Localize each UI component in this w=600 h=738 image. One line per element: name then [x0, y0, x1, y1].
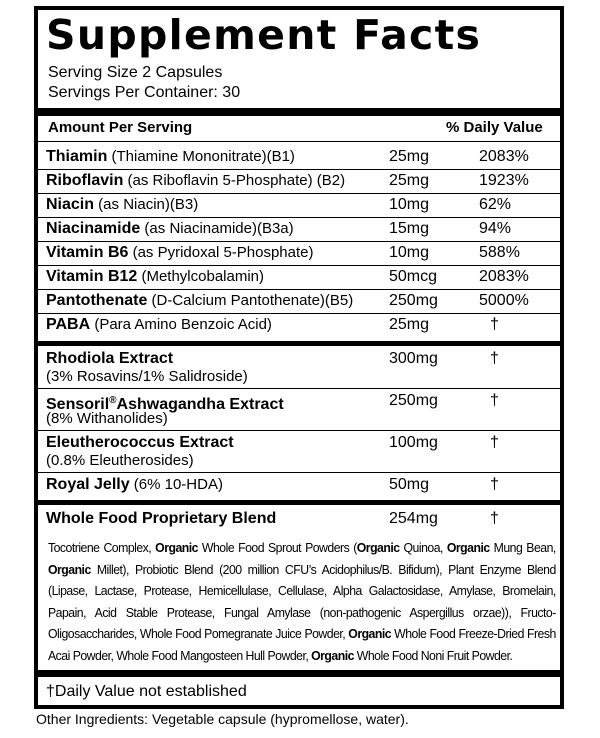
organic-label: Organic — [311, 647, 354, 663]
blend-daily-value: † — [490, 510, 499, 527]
ingredient-text: Quinoa, — [399, 540, 447, 555]
row-divider — [38, 217, 560, 218]
extract-name: Rhodiola Extract — [46, 350, 174, 367]
nutrient-amount: 25mg — [389, 316, 430, 333]
ingredient-text: Tocotriene Complex, — [48, 540, 156, 555]
nutrient-name: Niacin (as Niacin)(B3) — [46, 196, 199, 213]
nutrient-name: Niacinamide (as Niacinamide)(B3a) — [46, 220, 294, 237]
extract-amount: 100mg — [389, 434, 438, 451]
extract-amount: 300mg — [389, 350, 438, 367]
nutrient-amount: 25mg — [389, 172, 430, 189]
row-divider — [38, 265, 560, 266]
extract-standardization: (3% Rosavins/1% Salidroside) — [46, 368, 248, 385]
nutrient-name: Vitamin B6 (as Pyridoxal 5-Phosphate) — [46, 244, 314, 261]
nutrient-name: Riboflavin (as Riboflavin 5-Phosphate) (B2) — [46, 172, 346, 189]
amount-per-serving-header: Amount Per Serving — [48, 119, 193, 136]
servings-per-container: Servings Per Container: 30 — [48, 84, 241, 101]
nutrient-amount: 15mg — [389, 220, 430, 237]
nutrient-daily-value: 2083% — [479, 148, 529, 165]
organic-label: Organic — [356, 540, 400, 555]
extract-amount: 50mg — [389, 476, 430, 493]
vitamin-section-divider — [38, 341, 560, 346]
other-ingredients: Other Ingredients: Vegetable capsule (hypromellose, water). — [36, 711, 409, 727]
extract-name: Sensoril®Ashwagandha Extract — [46, 395, 284, 413]
ingredient-text: Millet), Probiotic Blend (200 million CFU’s Acidophilus/B. Bifidum), Plant Enzyme Blend (Lipase, Lactase, Protease, Hemicellulase, Cellulase, Alpha Galactosidase, Amylase, Bromelain, Papain, Acid Stable Protease, Fungal Amylase (non-pathogenic Aspergillus orzae)), Fructo-Oligosaccharides, Whole Food Pomegranate Juice Powder, — [48, 561, 556, 642]
nutrient-amount: 25mg — [389, 148, 430, 165]
nutrient-name: Thiamin (Thiamine Mononitrate)(B1) — [46, 148, 295, 165]
nutrient-daily-value: 5000% — [479, 292, 529, 309]
extract-daily-value: † — [490, 476, 499, 493]
row-divider — [38, 169, 560, 170]
row-divider — [38, 193, 560, 194]
nutrient-amount: 10mg — [389, 244, 430, 261]
nutrient-name: Pantothenate (D-Calcium Pantothenate)(B5) — [46, 292, 354, 309]
nutrient-name: PABA (Para Amino Benzoic Acid) — [46, 316, 272, 333]
supplement-facts-panel — [34, 6, 564, 709]
row-divider — [38, 241, 560, 242]
header-divider — [38, 141, 560, 142]
extract-standardization: (0.8% Eleutherosides) — [46, 452, 194, 469]
extract-amount: 250mg — [389, 392, 438, 409]
nutrient-daily-value: 94% — [479, 220, 512, 237]
daily-value-footnote: †Daily Value not established — [46, 683, 247, 700]
ingredient-text: Mung Bean, — [489, 540, 556, 555]
extract-daily-value: † — [490, 392, 499, 409]
row-divider — [38, 472, 560, 473]
row-divider — [38, 313, 560, 314]
nutrient-daily-value: 1923% — [479, 172, 529, 189]
panel-title: Supplement Facts — [46, 11, 482, 59]
organic-label: Organic — [155, 540, 198, 555]
nutrient-daily-value: 2083% — [479, 268, 529, 285]
blend-section-divider — [38, 500, 560, 505]
nutrient-amount: 250mg — [389, 292, 438, 309]
organic-label: Organic — [48, 561, 91, 577]
ingredient-text: Whole Food Noni Fruit Powder. — [353, 647, 513, 663]
extract-standardization: (8% Withanolides) — [46, 410, 168, 427]
blend-ingredients — [48, 537, 556, 667]
nutrient-daily-value: † — [490, 316, 499, 333]
row-divider — [38, 289, 560, 290]
thick-divider — [38, 108, 560, 116]
ingredient-text: Whole Food Freeze-Dried Fresh Acai Powder, Whole Food Mangosteen Hull Powder, — [48, 626, 556, 663]
extract-name: Royal Jelly (6% 10-HDA) — [46, 476, 223, 493]
organic-label: Organic — [348, 626, 392, 642]
daily-value-header: % Daily Value — [446, 119, 543, 136]
row-divider — [38, 430, 560, 431]
nutrient-amount: 10mg — [389, 196, 430, 213]
nutrient-name: Vitamin B12 (Methylcobalamin) — [46, 268, 265, 285]
organic-label: Organic — [446, 540, 490, 555]
blend-amount: 254mg — [389, 510, 438, 527]
footer-divider — [38, 670, 560, 677]
nutrient-amount: 50mcg — [389, 268, 438, 285]
nutrient-daily-value: 62% — [479, 196, 512, 213]
extract-name: Eleutherococcus Extract — [46, 434, 234, 451]
ingredient-text: Whole Food Sprout Powders ( — [197, 540, 357, 555]
extract-daily-value: † — [490, 434, 499, 451]
serving-size: Serving Size 2 Capsules — [48, 64, 223, 81]
row-divider — [38, 388, 560, 389]
blend-name: Whole Food Proprietary Blend — [46, 510, 277, 527]
extract-daily-value: † — [490, 350, 499, 367]
nutrient-daily-value: 588% — [479, 244, 520, 261]
